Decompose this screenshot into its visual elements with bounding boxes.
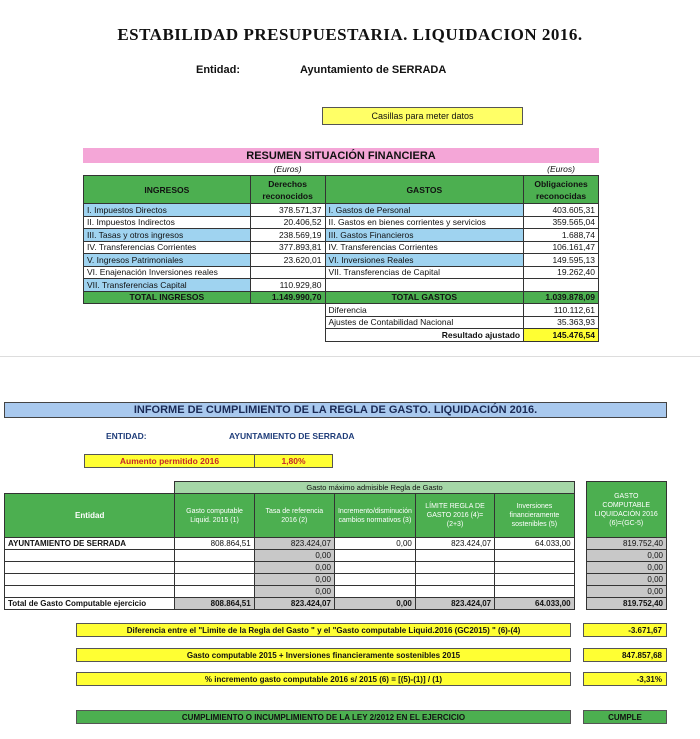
regla-gasto-table: [4, 481, 667, 610]
ingreso-label: II. Impuestos Indirectos: [84, 216, 251, 229]
diferencia-label: Diferencia: [325, 304, 524, 317]
total-gastos-label: TOTAL GASTOS: [325, 291, 524, 304]
total-entidad: Total de Gasto Computable ejercicio: [5, 598, 175, 610]
ingreso-value[interactable]: 238.569,19: [250, 229, 325, 242]
row-incremento[interactable]: [334, 586, 415, 598]
gastos-header: GASTOS: [325, 176, 524, 204]
total-inversiones: 64.033,00: [495, 598, 574, 610]
entidad2-label: ENTIDAD:: [106, 431, 147, 441]
euros-left: (Euros): [273, 164, 302, 174]
row-gc2016: 0,00: [586, 574, 666, 586]
section-divider: [0, 356, 700, 357]
entidad2-value: AYUNTAMIENTO DE SERRADA: [229, 431, 355, 441]
gasto-label: III. Gastos Financieros: [325, 229, 524, 242]
aumento-value[interactable]: 1,80%: [281, 456, 306, 466]
gasto-value[interactable]: [524, 279, 599, 292]
resumen-row: [84, 229, 599, 242]
col-inversiones: Inversiones financieramente sostenibles (5): [495, 494, 574, 538]
row-entidad[interactable]: [5, 574, 175, 586]
table-row: [5, 538, 667, 550]
total-row: [5, 598, 667, 610]
row-entidad[interactable]: AYUNTAMIENTO DE SERRADA: [5, 538, 175, 550]
row-incremento[interactable]: [334, 550, 415, 562]
total-gastos-value: 1.039.878,09: [524, 291, 599, 304]
row-gc2015[interactable]: 808.864,51: [175, 538, 254, 550]
row-inversiones[interactable]: [495, 586, 574, 598]
col-limite: LÍMITE REGLA DE GASTO 2016 (4)=(2+3): [415, 494, 494, 538]
row-limite: 823.424,07: [415, 538, 494, 550]
total-ingresos-value: 1.149.990,70: [250, 291, 325, 304]
ajustes-label: Ajustes de Contabilidad Nacional: [325, 316, 524, 329]
resumen-table: [83, 163, 599, 342]
aumento-permitido: [84, 454, 333, 468]
row-entidad[interactable]: [5, 562, 175, 574]
ajustes-value[interactable]: 35.363,93: [524, 316, 599, 329]
row-tasa: 0,00: [254, 574, 334, 586]
gasto-label: IV. Transferencias Corrientes: [325, 241, 524, 254]
gasto-value[interactable]: 106.161,47: [524, 241, 599, 254]
gasto-label: VI. Inversiones Reales: [325, 254, 524, 267]
col-incremento: Incremento/disminución cambios normativos (3): [334, 494, 415, 538]
gc-inv-result: 847.857,68: [583, 648, 667, 662]
col-tasa: Tasa de referencia 2016 (2): [254, 494, 334, 538]
ingresos-header: INGRESOS: [84, 176, 251, 204]
resumen-row: [84, 279, 599, 292]
total-gc2015: 808.864,51: [175, 598, 254, 610]
row-limite: [415, 550, 494, 562]
row-incremento[interactable]: [334, 562, 415, 574]
col-gc2015: Gasto computable Liquid. 2015 (1): [175, 494, 254, 538]
row-tasa: 0,00: [254, 562, 334, 574]
gasto-label: I. Gastos de Personal: [325, 204, 524, 217]
row-limite: [415, 562, 494, 574]
ingreso-value[interactable]: 20.406,52: [250, 216, 325, 229]
row-gc2016: 819.752,40: [586, 538, 666, 550]
total-tasa: 823.424,07: [254, 598, 334, 610]
row-tasa: 823.424,07: [254, 538, 334, 550]
resumen-row: [84, 204, 599, 217]
row-gc2016: 0,00: [586, 562, 666, 574]
resumen-row: [84, 254, 599, 267]
total-gc2016: 819.752,40: [586, 598, 666, 610]
derechos-header: Derechos reconocidos: [250, 176, 325, 204]
row-incremento[interactable]: 0,00: [334, 538, 415, 550]
col-gc2016: GASTO COMPUTABLE LIQUIDACIÓN 2016 (6)=(GC-5): [586, 482, 666, 538]
entidad-value: Ayuntamiento de SERRADA: [300, 64, 447, 76]
gasto-label: II. Gastos en bienes corrientes y servicios: [325, 216, 524, 229]
row-inversiones[interactable]: 64.033,00: [495, 538, 574, 550]
row-entidad[interactable]: [5, 586, 175, 598]
row-inversiones[interactable]: [495, 562, 574, 574]
row-limite: [415, 574, 494, 586]
row-gc2015[interactable]: [175, 586, 254, 598]
gasto-label: VII. Transferencias de Capital: [325, 266, 524, 279]
ingreso-label: VII. Transferencias Capital: [84, 279, 251, 292]
row-gc2016: 0,00: [586, 586, 666, 598]
ingreso-value[interactable]: 23.620,01: [250, 254, 325, 267]
gasto-value[interactable]: 149.595,13: [524, 254, 599, 267]
informe-title: INFORME DE CUMPLIMIENTO DE LA REGLA DE GASTO. LIQUIDACIÓN 2016.: [4, 402, 667, 418]
pct-bar: % incremento gasto computable 2016 s/ 2015 (6) = [(5)-(1)] / (1): [76, 672, 571, 686]
row-tasa: 0,00: [254, 550, 334, 562]
ingreso-label: III. Tasas y otros ingresos: [84, 229, 251, 242]
gasto-value[interactable]: 19.262,40: [524, 266, 599, 279]
ingreso-label: VI. Enajenación Inversiones reales: [84, 266, 251, 279]
total-incremento: 0,00: [334, 598, 415, 610]
resultado-value: 145.476,54: [524, 329, 599, 342]
ingreso-label: V. Ingresos Patrimoniales: [84, 254, 251, 267]
ingreso-value[interactable]: 110.929,80: [250, 279, 325, 292]
table-row: [5, 562, 667, 574]
resumen-row: [84, 216, 599, 229]
row-gc2015[interactable]: [175, 574, 254, 586]
row-tasa: 0,00: [254, 586, 334, 598]
col-entidad: Entidad: [5, 494, 175, 538]
table-row: [5, 550, 667, 562]
diferencia-result: -3.671,67: [583, 623, 667, 637]
ingreso-label: I. Impuestos Directos: [84, 204, 251, 217]
group-header: Gasto máximo admisible Regla de Gasto: [175, 482, 574, 494]
cumplimiento-bar: CUMPLIMIENTO O INCUMPLIMIENTO DE LA LEY 2/2012 EN EL EJERCICIO: [76, 710, 571, 724]
row-gc2015[interactable]: [175, 550, 254, 562]
ingreso-value[interactable]: 377.893,81: [250, 241, 325, 254]
gasto-value[interactable]: 359.565,04: [524, 216, 599, 229]
ingreso-value[interactable]: [250, 266, 325, 279]
gasto-value[interactable]: 1.688,74: [524, 229, 599, 242]
cumplimiento-result: CUMPLE: [583, 710, 667, 724]
page-title: ESTABILIDAD PRESUPUESTARIA. LIQUIDACION 2016.: [117, 25, 583, 44]
resumen-title: RESUMEN SITUACIÓN FINANCIERA: [83, 148, 599, 163]
resultado-label: Resultado ajustado: [325, 329, 524, 342]
pct-result: -3,31%: [583, 672, 667, 686]
resumen-row: [84, 266, 599, 279]
euros-right: (Euros): [547, 164, 575, 174]
table-row: [5, 574, 667, 586]
diferencia-bar: Diferencia entre el "Limite de la Regla del Gasto " y el "Gasto computable Liquid.2016 (GC2015) " (6)-(4): [76, 623, 571, 637]
row-limite: [415, 586, 494, 598]
total-ingresos-label: TOTAL INGRESOS: [84, 291, 251, 304]
gasto-value[interactable]: 403.605,31: [524, 204, 599, 217]
row-inversiones[interactable]: [495, 574, 574, 586]
row-incremento[interactable]: [334, 574, 415, 586]
ingreso-label: IV. Transferencias Corrientes: [84, 241, 251, 254]
aumento-label: Aumento permitido 2016: [85, 455, 255, 467]
row-gc2015[interactable]: [175, 562, 254, 574]
total-limite: 823.424,07: [415, 598, 494, 610]
entidad-label: Entidad:: [196, 64, 240, 76]
row-inversiones[interactable]: [495, 550, 574, 562]
row-gc2016: 0,00: [586, 550, 666, 562]
casillas-legend: Casillas para meter datos: [322, 107, 523, 125]
row-entidad[interactable]: [5, 550, 175, 562]
table-row: [5, 586, 667, 598]
obligaciones-header: Obligaciones reconocidas: [524, 176, 599, 204]
ingreso-value[interactable]: 378.571,37: [250, 204, 325, 217]
resumen-row: [84, 241, 599, 254]
diferencia-value: 110.112,61: [524, 304, 599, 317]
gc-inv-bar: Gasto computable 2015 + Inversiones financieramente sostenibles 2015: [76, 648, 571, 662]
gasto-label: [325, 279, 524, 292]
